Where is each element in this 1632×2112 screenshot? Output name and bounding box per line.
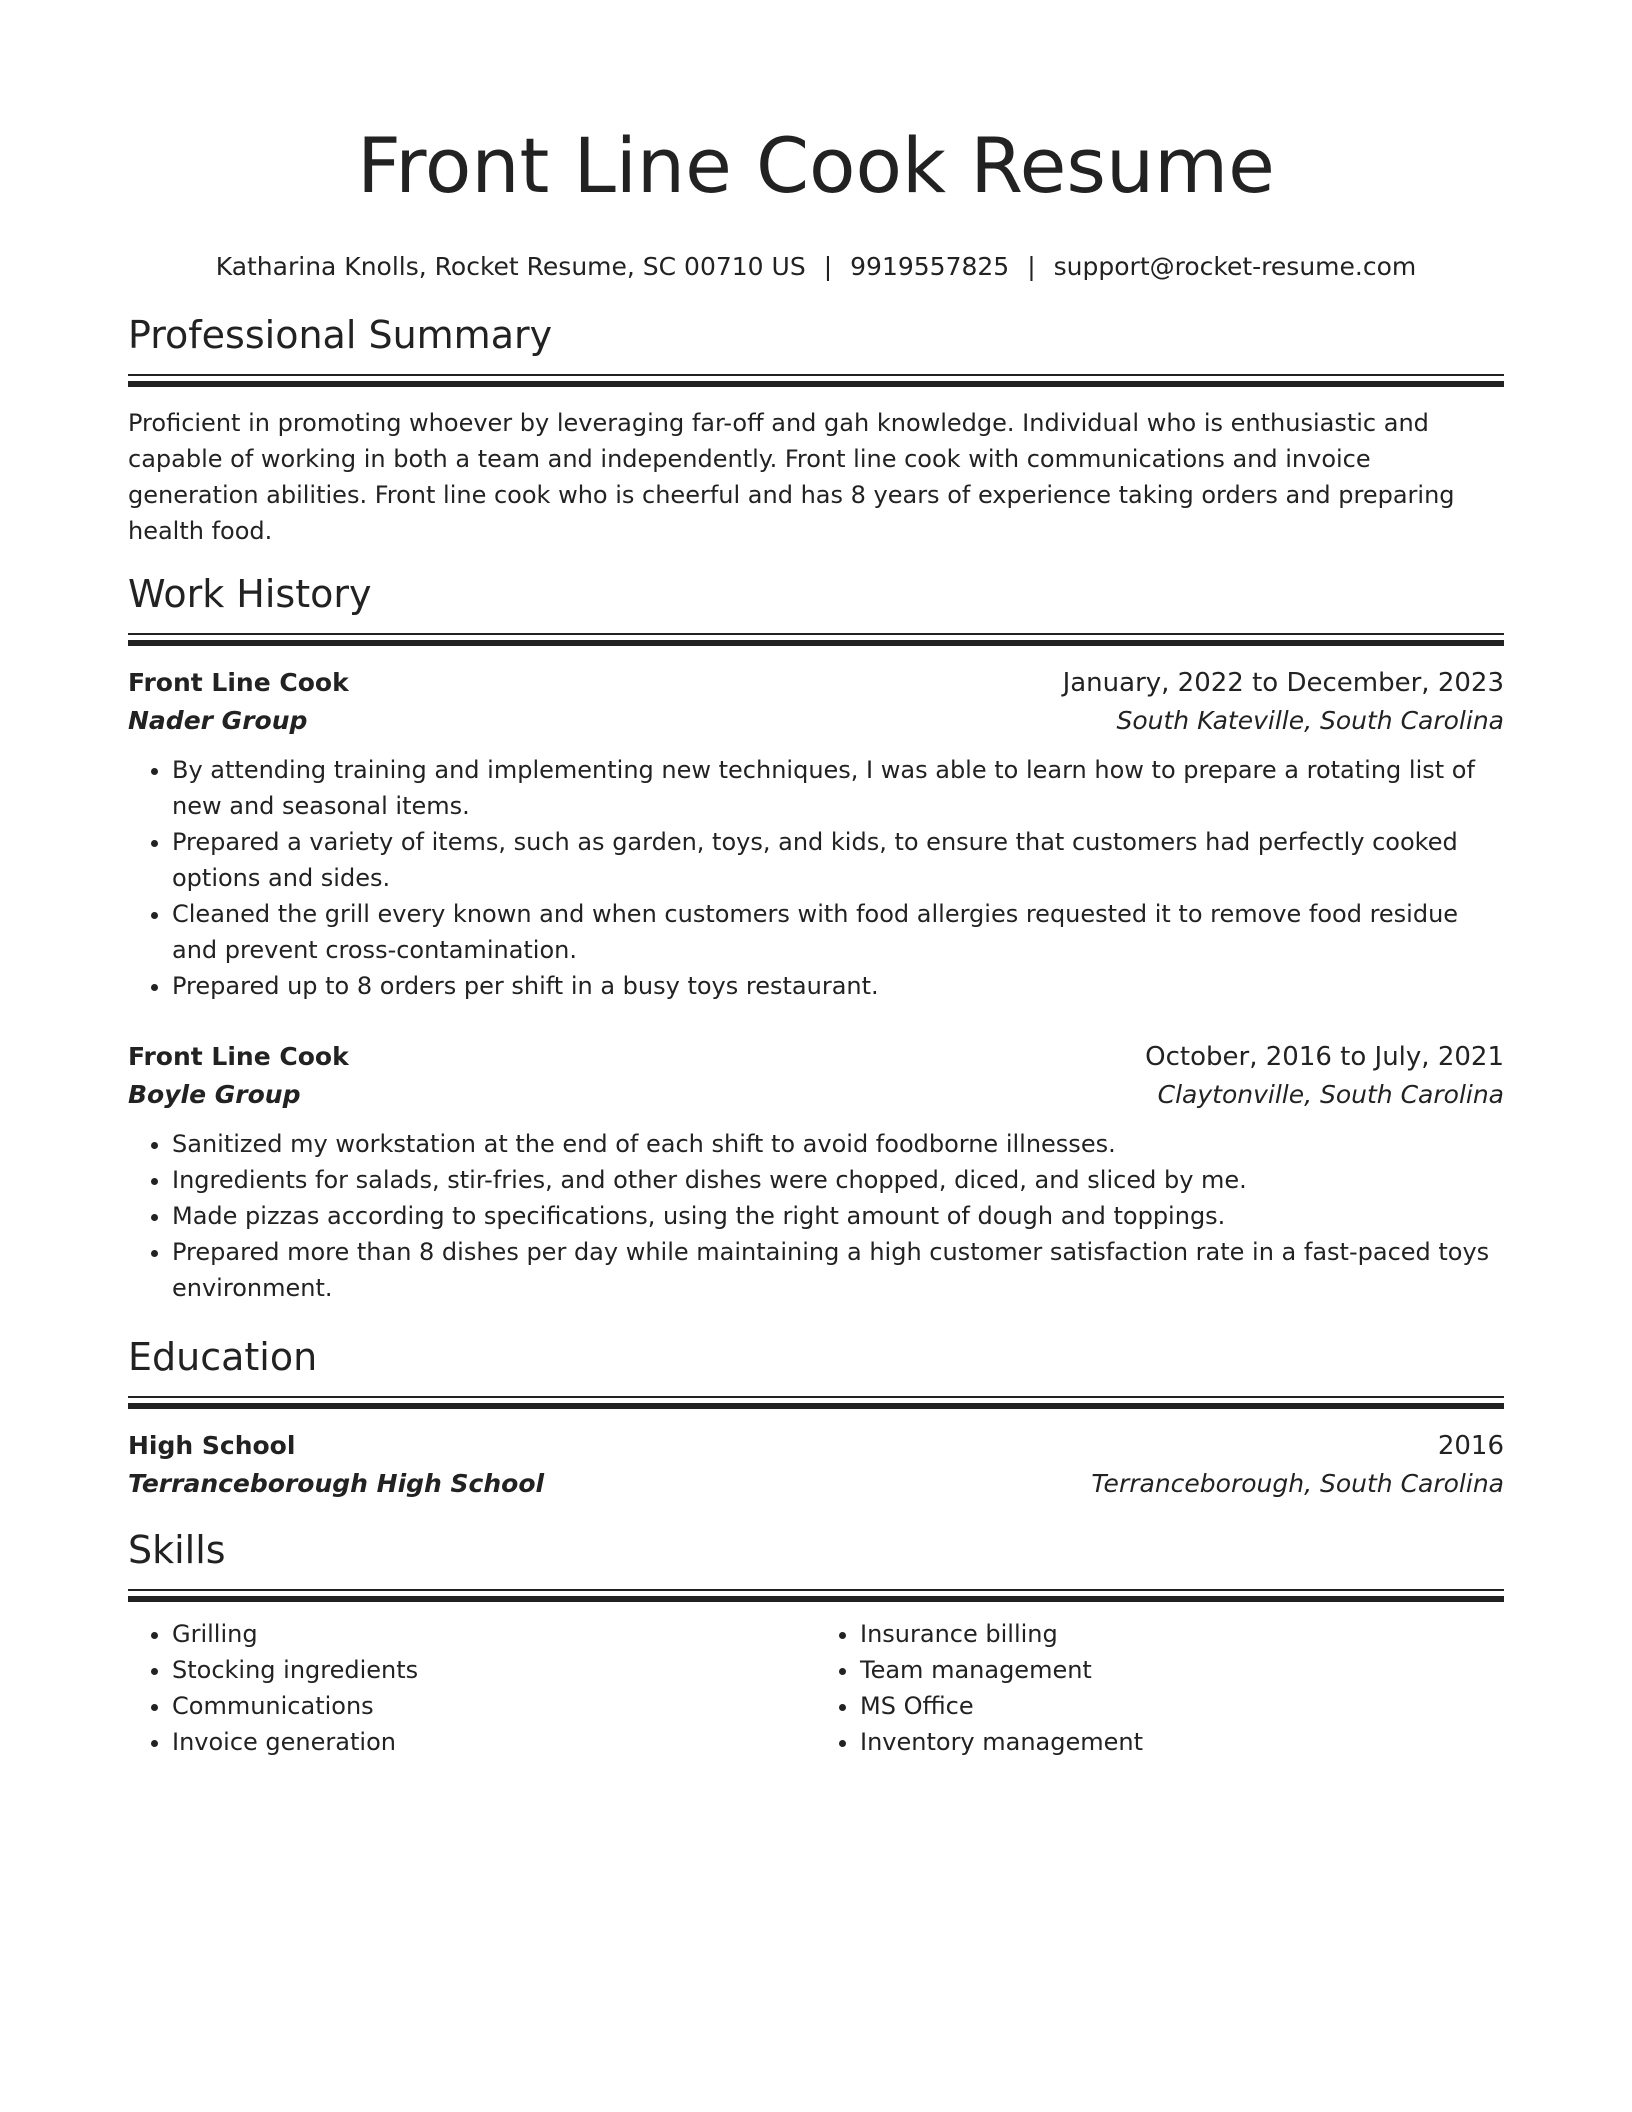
skill-item: • Communications [172,1688,816,1724]
contact-email: support@rocket-resume.com [1053,252,1417,281]
education-section [128,1332,1504,1503]
skills-columns [128,1616,1504,1760]
job-company: Boyle Group [128,1080,301,1109]
summary-heading: Professional Summary [128,313,553,357]
section-divider [128,374,1504,387]
job-company-row [128,1076,1504,1114]
education-header-row [128,1427,1504,1465]
list-item: • Sanitized my workstation at the end of each shift to avoid foodborne illnesses. [172,1126,1504,1162]
contact-line [128,250,1504,284]
job-company-row [128,702,1504,740]
skills-list-right [816,1616,1504,1760]
skill-item: • Stocking ingredients [172,1652,816,1688]
job-title: Front Line Cook [128,1042,349,1071]
list-item: • Made pizzas according to specifications, using the right amount of dough and toppings. [172,1198,1504,1234]
list-item: • By attending training and implementing new techniques, I was able to learn how to prepare a rotating list of new and seasonal items. [172,752,1504,824]
skill-item: • Team management [860,1652,1504,1688]
section-divider [128,633,1504,646]
job-bullet-list [128,1126,1504,1306]
education-school-row [128,1465,1504,1503]
skills-section [128,1525,1504,1760]
skill-item: • Grilling [172,1616,816,1652]
skill-item: • Insurance billing [860,1616,1504,1652]
skill-item: • MS Office [860,1688,1504,1724]
job-dates: October, 2016 to July, 2021 [1145,1042,1504,1072]
job-title: Front Line Cook [128,668,349,697]
contact-separator: | [1027,252,1036,281]
education-degree: High School [128,1431,296,1460]
work-history-heading: Work History [128,572,372,616]
education-location: Terranceborough, South Carolina [1091,1469,1504,1498]
education-school: Terranceborough High School [128,1469,545,1498]
summary-section [128,310,1504,549]
list-item: • Prepared up to 8 orders per shift in a busy toys restaurant. [172,968,1504,1004]
section-divider [128,1589,1504,1602]
resume-title: Front Line Cook Resume [357,121,1275,210]
contact-address: Katharina Knolls, Rocket Resume, SC 00710 US [215,252,806,281]
job-entry [128,664,1504,1004]
education-year: 2016 [1437,1431,1504,1461]
job-bullet-list [128,752,1504,1004]
job-location: South Kateville, South Carolina [1116,706,1504,735]
list-item: • Prepared a variety of items, such as garden, toys, and kids, to ensure that customers had perfectly cooked options and sides. [172,824,1504,896]
contact-separator: | [823,252,833,281]
list-item: • Ingredients for salads, stir-fries, and other dishes were chopped, diced, and sliced by me. [172,1162,1504,1198]
summary-text: Proficient in promoting whoever by leveraging far-off and gah knowledge. Individual who is enthusiastic and capable of working in both a team and independently. Front line cook with communications and invoice generation abilities. Front line cook who is cheerful and has 8 years of experience taking orders and preparing health food. [128,409,1455,545]
job-entry [128,1038,1504,1306]
section-divider [128,1396,1504,1409]
job-location: Claytonville, South Carolina [1157,1080,1504,1109]
job-header-row [128,664,1504,702]
job-header-row [128,1038,1504,1076]
education-entry [128,1427,1504,1503]
skills-heading: Skills [128,1528,226,1572]
education-heading: Education [128,1335,318,1379]
work-history-section [128,569,1504,1306]
contact-phone: 9919557825 [850,252,1010,281]
list-item: • Cleaned the grill every known and when customers with food allergies requested it to remove food residue and prevent cross-contamination. [172,896,1504,968]
list-item: • Prepared more than 8 dishes per day while maintaining a high customer satisfaction rate in a fast-paced toys environment. [172,1234,1504,1306]
job-dates: January, 2022 to December, 2023 [1062,668,1504,698]
skills-list-left [128,1616,816,1760]
skill-item: • Invoice generation [172,1724,816,1760]
skill-item: • Inventory management [860,1724,1504,1760]
job-company: Nader Group [128,706,308,735]
